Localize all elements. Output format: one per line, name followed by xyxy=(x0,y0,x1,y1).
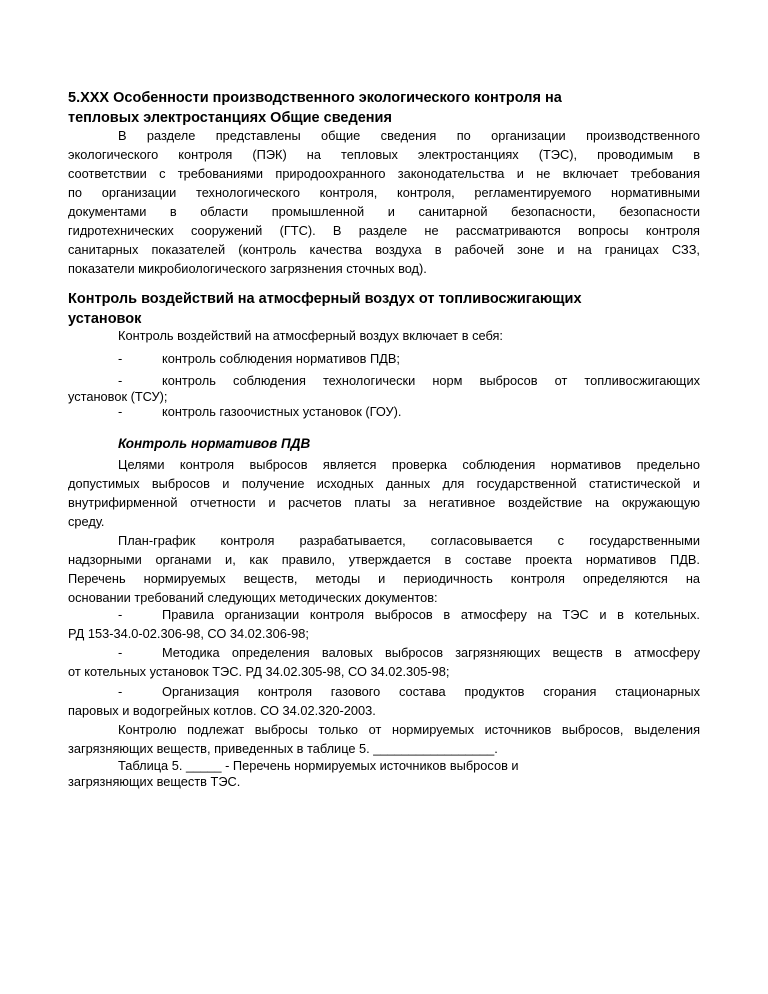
pdv-para2-line: надзорными органами и, как правило, утверждается в составе проекта нормативов ПДВ. xyxy=(68,552,700,567)
atm-intro: Контроль воздействий на атмосферный воздух включает в себя: xyxy=(118,328,503,343)
list-dash: - xyxy=(118,645,123,660)
intro-line: экологического контроля (ПЭК) на тепловых электростанциях (ТЭС), проводимым в xyxy=(68,147,700,162)
pdv-para1-line: допустимых выбросов и получение исходных данных для государственной статистической и xyxy=(68,476,700,491)
atm-list-item: контроль соблюдения технологически норм выбросов от топливосжигающих xyxy=(162,373,700,388)
pdv-para2-line: основании требований следующих методических документов: xyxy=(68,590,438,605)
list-dash: - xyxy=(118,684,123,699)
doc-item-cont: РД 153-34.0-02.306-98, СО 34.02.306-98; xyxy=(68,626,309,641)
pdv-para1-line: среду. xyxy=(68,514,105,529)
section-title-line1: 5.XXX Особенности производственного экологического контроля на xyxy=(68,90,562,106)
intro-line: по организации технологического контроля, контроля, регламентируемого нормативными xyxy=(68,185,700,200)
pdv-heading: Контроль нормативов ПДВ xyxy=(118,436,311,451)
list-dash: - xyxy=(118,404,123,419)
control-para-line: загрязняющих веществ, приведенных в таблице 5. _________________. xyxy=(68,741,498,756)
table-caption-line1: Таблица 5. _____ - Перечень нормируемых источников выбросов и xyxy=(118,758,519,773)
doc-item-cont: паровых и водогрейных котлов. СО 34.02.320-2003. xyxy=(68,703,376,718)
doc-item: Методика определения валовых выбросов загрязняющих веществ в атмосферу xyxy=(162,645,700,660)
pdv-para2-line: План-график контроля разрабатывается, согласовывается с государственными xyxy=(118,533,700,548)
table-caption-line2: загрязняющих веществ ТЭС. xyxy=(68,774,241,789)
atm-list-item: контроль соблюдения нормативов ПДВ; xyxy=(162,351,400,366)
intro-line: В разделе представлены общие сведения по организации производственного xyxy=(118,128,700,143)
intro-line: показатели микробиологического загрязнения сточных вод). xyxy=(68,261,427,276)
atm-list-item: контроль газоочистных установок (ГОУ). xyxy=(162,404,402,419)
list-dash: - xyxy=(118,351,123,366)
atm-heading-line1: Контроль воздействий на атмосферный воздух от топливосжигающих xyxy=(68,291,582,307)
list-dash: - xyxy=(118,607,123,622)
doc-item: Правила организации контроля выбросов в атмосферу на ТЭС и в котельных. xyxy=(162,607,700,622)
intro-line: санитарных показателей (контроль качества воздуха в рабочей зоне и на границах СЗЗ, xyxy=(68,242,700,257)
doc-item: Организация контроля газового состава продуктов сгорания стационарных xyxy=(162,684,700,699)
atm-heading-line2: установок xyxy=(68,311,142,327)
intro-line: документами в области промышленной и санитарной безопасности, безопасности xyxy=(68,204,700,219)
atm-list-item-cont: установок (ТСУ); xyxy=(68,389,168,404)
intro-line: гидротехнических сооружений (ГТС). В разделе не рассматриваются вопросы контроля xyxy=(68,223,700,238)
doc-item-cont: от котельных установок ТЭС. РД 34.02.305-98, СО 34.02.305-98; xyxy=(68,664,450,679)
intro-line: соответствии с требованиями природоохранного законодательства и не включает требования xyxy=(68,166,700,181)
pdv-para2-line: Перечень нормируемых веществ, методы и периодичность контроля определяются на xyxy=(68,571,700,586)
section-title-line2: тепловых электростанциях Общие сведения xyxy=(68,110,392,126)
pdv-para1-line: Целями контроля выбросов является проверка соблюдения нормативов предельно xyxy=(118,457,700,472)
pdv-para1-line: внутрифирменной отчетности и расчетов платы за негативное воздействие на окружающую xyxy=(68,495,700,510)
control-para-line: Контролю подлежат выбросы только от нормируемых источников выбросов, выделения xyxy=(118,722,700,737)
list-dash: - xyxy=(118,373,123,388)
